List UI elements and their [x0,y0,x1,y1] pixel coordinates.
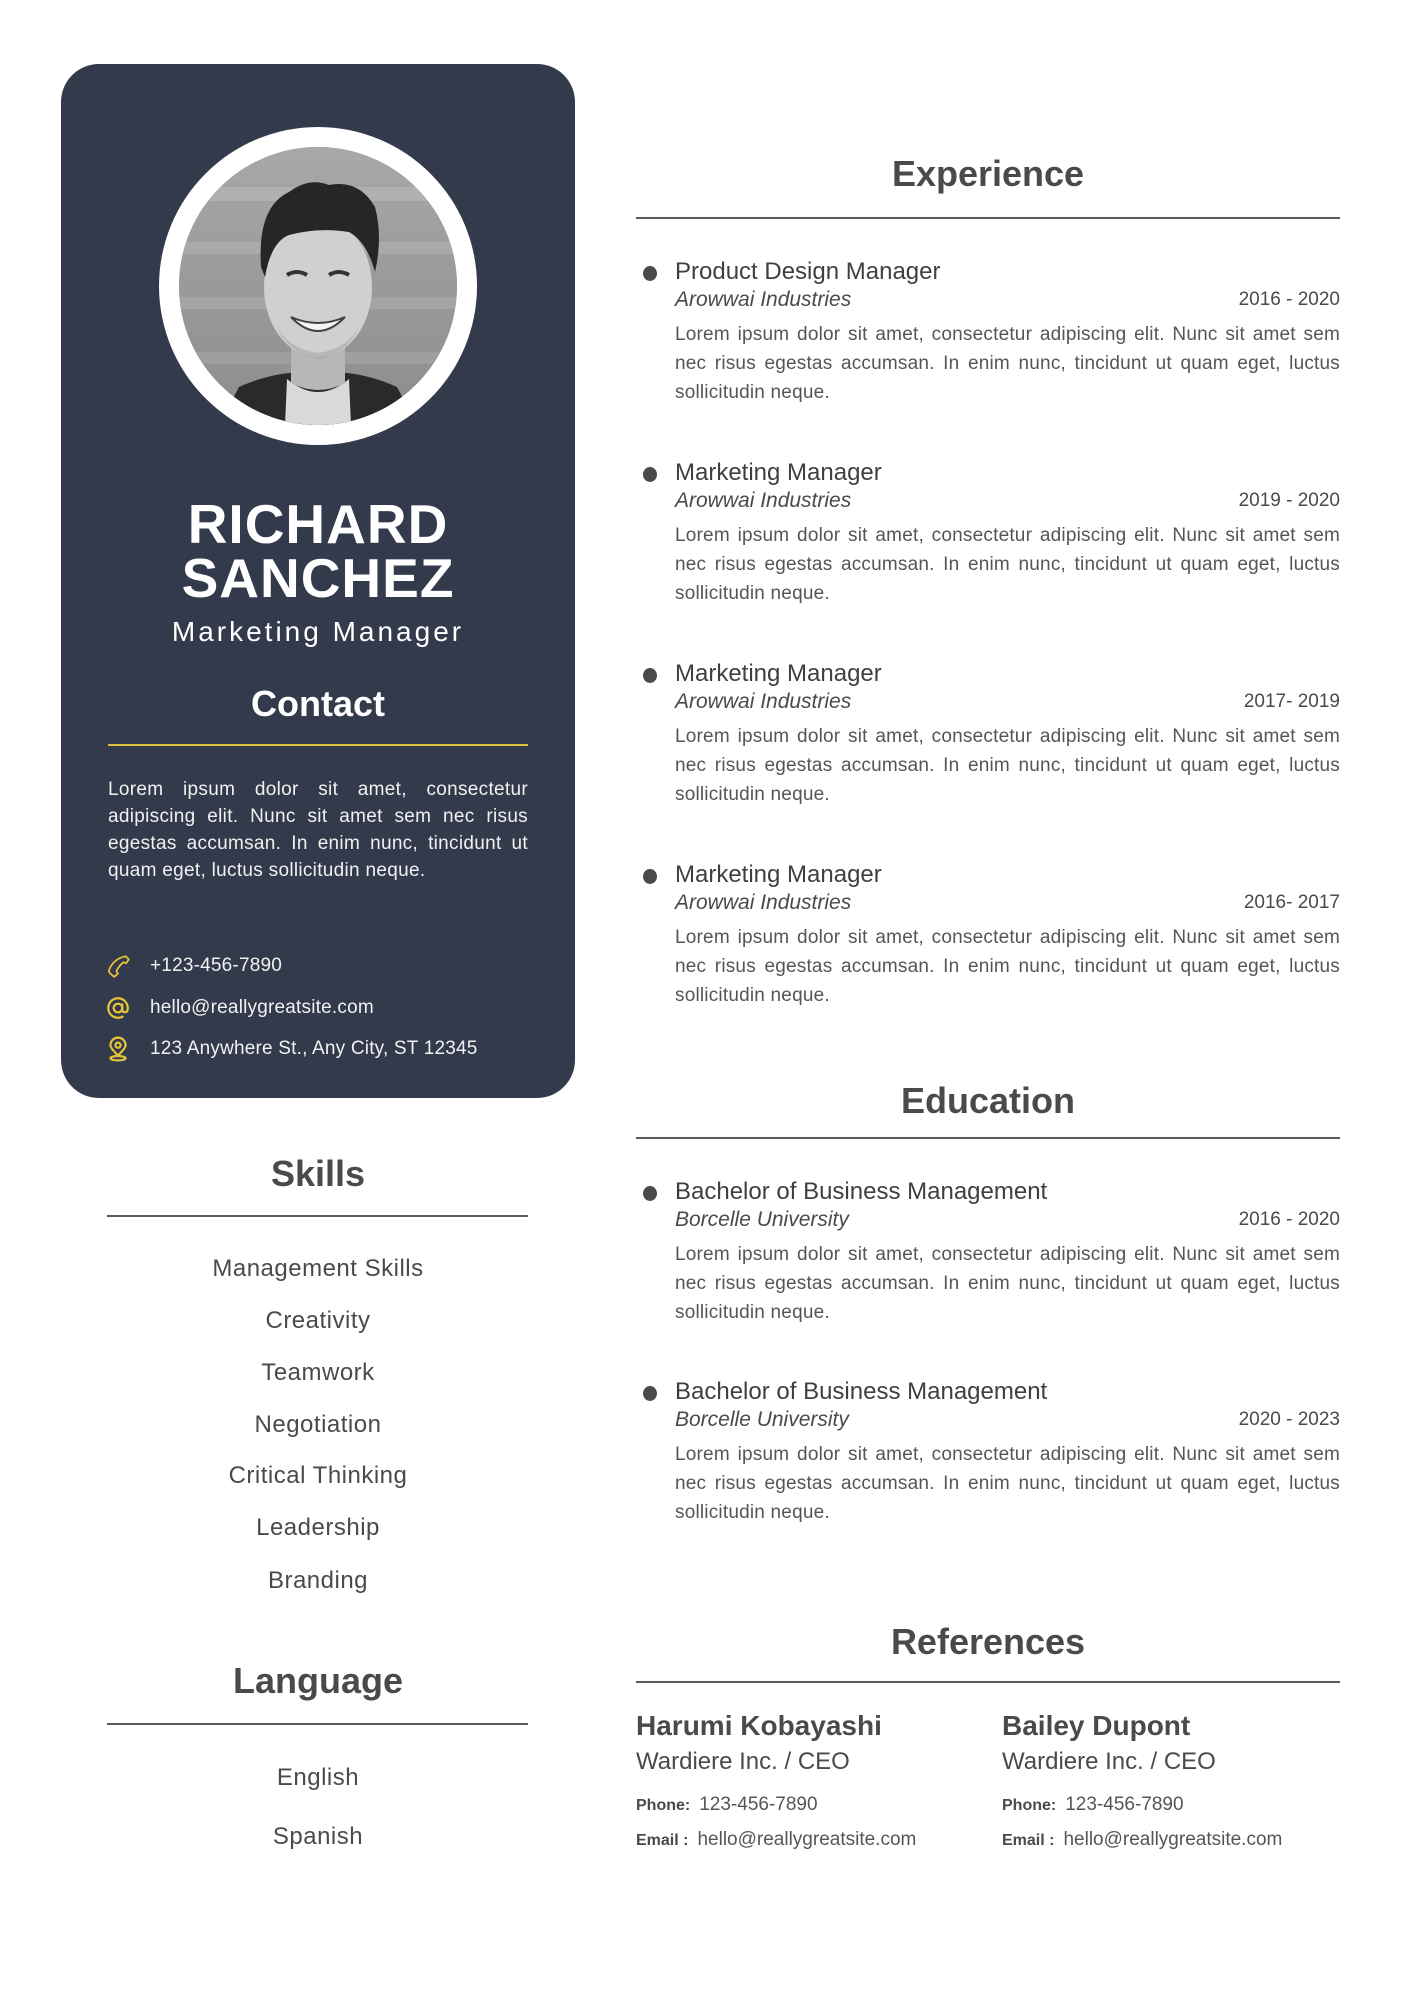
reference-company: Wardiere Inc. / CEO [1002,1748,1216,1775]
experience-company: Arowwai Industries [675,690,852,713]
reference-phone [1002,1793,1342,1818]
contact-about: Lorem ipsum dolor sit amet, consectetur adipiscing elit. Nunc sit amet sem nec risus egestas accumsan. In enim nunc, tincidunt ut quam eget, luctus sollicitudin neque. [108,779,528,881]
bullet-icon [643,1386,657,1401]
experience-description: Lorem ipsum dolor sit amet, consectetur adipiscing elit. Nunc sit amet sem nec risus egestas accumsan. In enim nunc, tincidunt ut quam eget, luctus sollicitudin neque. [675,927,1340,1006]
education-school: Borcelle University [675,1208,849,1231]
skill-item: Branding [267,1567,369,1594]
contact-email-value[interactable]: hello@reallygreatsite.com [150,997,374,1018]
skill-item: Leadership [256,1514,380,1541]
experience-title: Marketing Manager [675,660,882,687]
bullet-icon [643,668,657,683]
contact-phone [103,951,282,981]
bullet-icon [643,266,657,281]
references-divider [636,1681,1340,1683]
experience-date: 2016 - 2020 [1238,289,1340,310]
contact-heading: Contact [251,683,385,724]
experience-company: Arowwai Industries [675,891,852,914]
education-description: Lorem ipsum dolor sit amet, consectetur adipiscing elit. Nunc sit amet sem nec risus egestas accumsan. In enim nunc, tincidunt ut quam eget, luctus sollicitudin neque. [675,1244,1340,1323]
experience-divider [636,217,1340,219]
references-heading: References [890,1621,1086,1662]
first-name: RICHARD [187,493,449,555]
bullet-icon [643,869,657,884]
education-divider [636,1137,1340,1139]
language-divider [107,1723,528,1725]
reference-card [636,1709,976,1853]
at-sign-icon [103,993,133,1023]
email-label: Email : [636,1832,689,1849]
language-heading: Language [232,1660,403,1701]
reference-name: Bailey Dupont [1002,1710,1191,1741]
experience-heading: Experience [891,153,1085,194]
reference-phone-value[interactable]: 123-456-7890 [699,1794,818,1815]
phone-icon [103,951,133,981]
contact-address [103,1034,478,1064]
skills-divider [107,1215,528,1217]
experience-description: Lorem ipsum dolor sit amet, consectetur adipiscing elit. Nunc sit amet sem nec risus egestas accumsan. In enim nunc, tincidunt ut quam eget, luctus sollicitudin neque. [675,726,1340,805]
education-date: 2020 - 2023 [1238,1409,1340,1430]
skill-item: Creativity [265,1307,371,1334]
reference-email [1002,1828,1342,1853]
phone-label: Phone: [636,1797,691,1814]
skill-item: Negotiation [254,1411,382,1438]
experience-title: Marketing Manager [675,459,882,486]
reference-card [1002,1709,1342,1853]
education-degree: Bachelor of Business Management [675,1378,1048,1405]
reference-company: Wardiere Inc. / CEO [636,1748,850,1775]
experience-date: 2017- 2019 [1243,691,1340,712]
last-name: SANCHEZ [181,547,455,609]
phone-label: Phone: [1002,1797,1057,1814]
email-label: Email : [1002,1832,1055,1849]
education-heading: Education [900,1080,1075,1121]
experience-title: Marketing Manager [675,861,882,888]
experience-description: Lorem ipsum dolor sit amet, consectetur adipiscing elit. Nunc sit amet sem nec risus egestas accumsan. In enim nunc, tincidunt ut quam eget, luctus sollicitudin neque. [675,324,1340,403]
reference-email-value[interactable]: hello@reallygreatsite.com [697,1829,917,1850]
education-degree: Bachelor of Business Management [675,1178,1048,1205]
reference-email-value[interactable]: hello@reallygreatsite.com [1063,1829,1283,1850]
reference-email [636,1828,976,1853]
experience-company: Arowwai Industries [675,288,852,311]
experience-description: Lorem ipsum dolor sit amet, consectetur adipiscing elit. Nunc sit amet sem nec risus egestas accumsan. In enim nunc, tincidunt ut quam eget, luctus sollicitudin neque. [675,525,1340,604]
contact-address-value: 123 Anywhere St., Any City, ST 12345 [150,1038,478,1059]
experience-company: Arowwai Industries [675,489,852,512]
skills-heading: Skills [270,1153,366,1194]
skill-item: Management Skills [212,1255,424,1282]
skill-item: Critical Thinking [228,1462,408,1489]
reference-phone-value[interactable]: 123-456-7890 [1065,1794,1184,1815]
experience-title: Product Design Manager [675,258,941,285]
location-pin-icon [103,1034,133,1064]
education-date: 2016 - 2020 [1238,1209,1340,1230]
contact-phone-value[interactable]: +123-456-7890 [150,955,283,976]
reference-name: Harumi Kobayashi [636,1710,882,1741]
avatar [179,147,457,425]
bullet-icon [643,467,657,482]
experience-date: 2016- 2017 [1243,892,1340,913]
job-title: Marketing Manager [171,616,465,647]
contact-divider [108,744,528,746]
profile-photo-icon [179,147,457,425]
experience-date: 2019 - 2020 [1238,490,1340,511]
education-description: Lorem ipsum dolor sit amet, consectetur adipiscing elit. Nunc sit amet sem nec risus egestas accumsan. In enim nunc, tincidunt ut quam eget, luctus sollicitudin neque. [675,1444,1340,1523]
language-item: Spanish [272,1823,364,1850]
language-item: English [276,1764,360,1791]
education-school: Borcelle University [675,1408,849,1431]
contact-email [103,993,374,1023]
skill-item: Teamwork [261,1359,375,1386]
reference-phone [636,1793,976,1818]
bullet-icon [643,1186,657,1201]
